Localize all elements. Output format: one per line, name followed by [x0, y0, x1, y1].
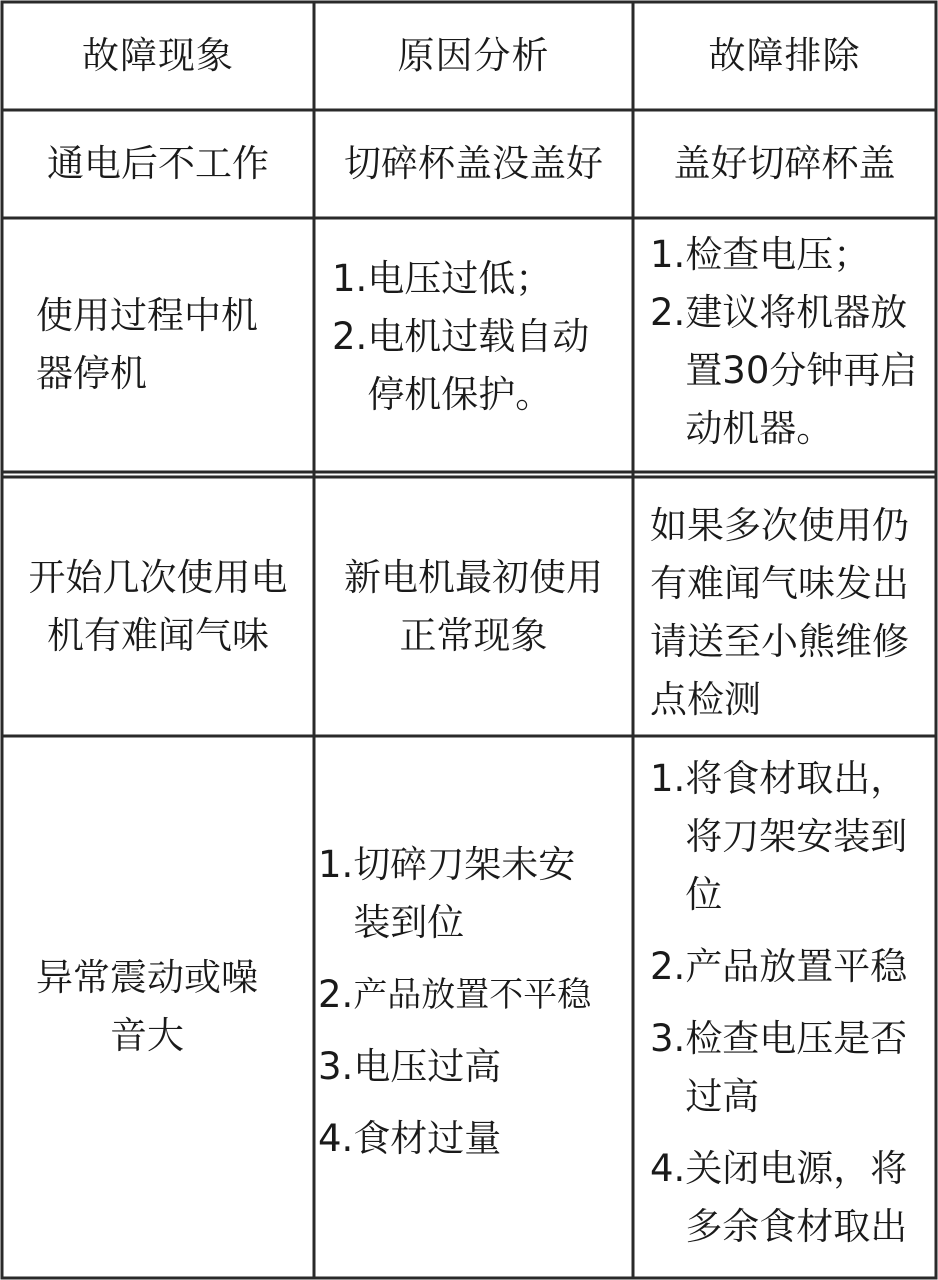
row4-cause-num: 1.	[318, 843, 354, 886]
row2-symptom-line1: 使用过程中机	[36, 294, 258, 337]
row4-cause-item	[318, 966, 632, 1024]
row4-symptom-line2: 音大	[110, 1014, 184, 1057]
row3-symptom-line1: 开始几次使用电	[28, 555, 288, 599]
row2-cause-num: 2.	[332, 315, 368, 358]
row4-cause	[318, 836, 632, 1176]
row1-symptom-text: 通电后不工作	[47, 142, 269, 185]
row4-fix-item	[650, 1140, 925, 1256]
row2-cause	[318, 250, 630, 450]
row4-fix-num: 4.	[650, 1147, 686, 1190]
row4-cause-num: 4.	[318, 1117, 354, 1160]
row2-cause-text: 电机过载自动停机保护。	[367, 315, 590, 416]
row2-symptom-line2: 器停机	[36, 352, 147, 395]
row2-cause-num: 1.	[332, 257, 368, 300]
row4-cause-num: 3.	[318, 1045, 354, 1088]
header-cause-label: 原因分析	[397, 34, 550, 77]
row2-fix-item	[650, 284, 934, 458]
row2-fix-text: 检查电压；	[685, 233, 871, 276]
row4-cause-item	[318, 1110, 632, 1168]
row4-fix-item	[650, 750, 925, 924]
row4-cause-num: 2.	[318, 973, 354, 1016]
row3-symptom	[4, 479, 312, 734]
row3-fix-line3: 请送至小熊维修	[650, 620, 909, 663]
row4-cause-text: 电压过高	[353, 1045, 502, 1088]
row3-fix-line1: 如果多次使用仍	[650, 504, 909, 547]
row4-fix	[636, 750, 932, 1274]
row3-fix-line2: 有难闻气味发出	[650, 562, 909, 605]
row4-fix-text: 产品放置平稳	[685, 945, 908, 988]
row4-symptom	[36, 738, 306, 1276]
row2-fix-num: 1.	[650, 233, 686, 276]
row4-cause-text: 切碎刀架未安装到位	[353, 843, 576, 944]
row1-cause-text: 切碎杯盖没盖好	[344, 142, 603, 185]
row4-fix-num: 1.	[650, 757, 686, 800]
row1-fix	[635, 112, 934, 216]
header-symptom-label: 故障现象	[82, 34, 234, 77]
row1-cause	[316, 112, 631, 216]
row1-symptom	[4, 112, 312, 216]
row4-fix-item	[650, 938, 932, 996]
row4-cause-text: 食材过量	[353, 1117, 502, 1160]
row2-fix	[636, 226, 934, 466]
row3-symptom-line2: 机有难闻气味	[47, 613, 269, 657]
row3-cause-line1: 新电机最初使用	[344, 555, 603, 599]
row1-fix-text: 盖好切碎杯盖	[673, 142, 896, 185]
header-fix	[635, 4, 934, 108]
row4-fix-text: 将食材取出，将刀架安装到位	[685, 757, 908, 916]
row3-cause-line2: 正常现象	[399, 613, 548, 657]
row4-fix-num: 3.	[650, 1017, 686, 1060]
header-fix-label: 故障排除	[708, 34, 861, 77]
row2-fix-text: 建议将机器放置30分钟再启动机器。	[685, 291, 918, 450]
row4-fix-num: 2.	[650, 945, 686, 988]
row4-symptom-line1: 异常震动或噪	[36, 956, 258, 999]
row4-cause-item	[318, 1038, 632, 1096]
row2-cause-item	[332, 250, 630, 308]
header-cause	[316, 4, 631, 108]
row4-fix-item	[650, 1010, 925, 1126]
row4-cause-item	[318, 836, 608, 952]
row2-cause-item	[332, 308, 602, 424]
row3-cause	[316, 479, 631, 734]
row2-fix-item	[650, 226, 934, 284]
row2-cause-text: 电压过低；	[367, 257, 553, 300]
row4-fix-text: 检查电压是否过高	[685, 1017, 908, 1118]
row4-cause-text: 产品放置不平稳	[353, 975, 592, 1015]
row3-fix	[650, 497, 934, 732]
row4-fix-text: 关闭电源，将多余食材取出	[685, 1147, 908, 1248]
header-symptom	[4, 4, 312, 108]
row2-symptom	[36, 222, 306, 468]
row3-fix-line4: 点检测	[650, 678, 761, 721]
row2-fix-num: 2.	[650, 291, 686, 334]
